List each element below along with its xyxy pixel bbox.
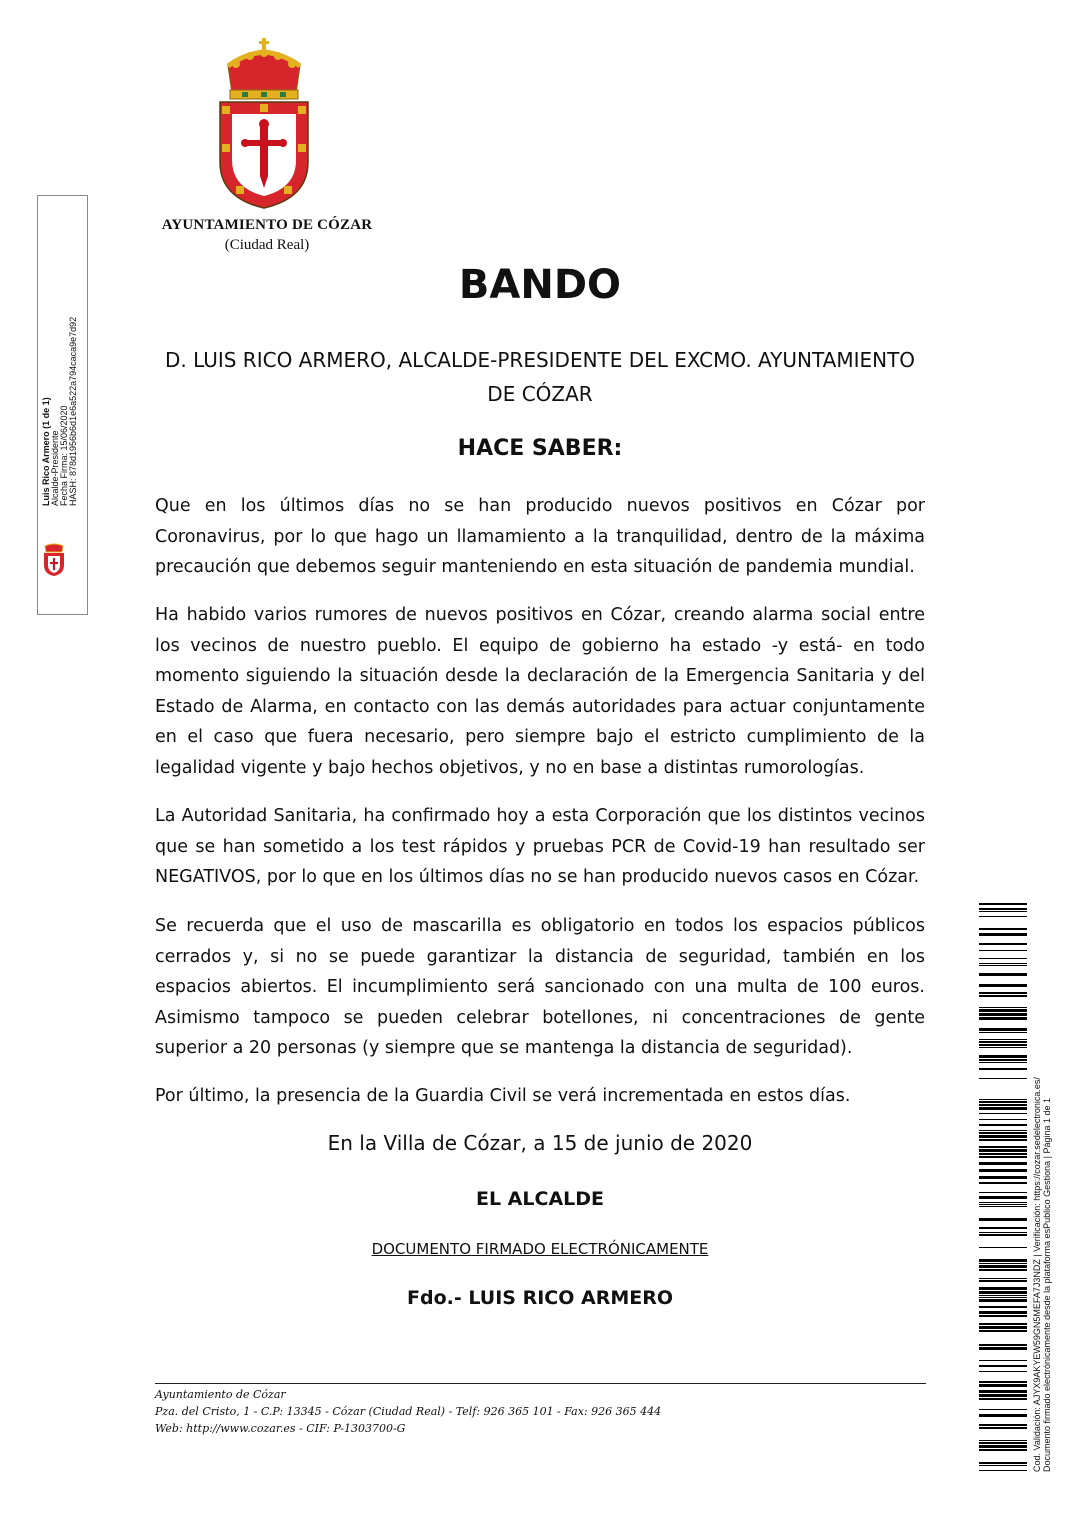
barcode-bar [979,1204,1027,1205]
barcode-bar [979,1330,1027,1332]
mini-crest-icon [42,543,66,577]
barcode-bar [979,916,1027,917]
barcode-bar [979,1424,1027,1426]
barcode-bar [979,1297,1027,1298]
barcode-bar [979,1162,1027,1165]
barcode-bar [979,1299,1027,1302]
barcode-bar [979,1028,1027,1031]
barcode-bar [979,1153,1027,1155]
barcode-bar [979,1462,1027,1464]
organization-province: (Ciudad Real) [224,237,310,253]
barcode-bar [979,1347,1027,1350]
barcode-bar [979,1259,1027,1262]
barcode-bar [979,1398,1027,1400]
barcode-bar [979,1009,1027,1012]
paragraph-1: Que en los últimos días no se han producido nuevos positivos en Cózar por Coronavirus, por lo que hago un llamamiento a la tranquilidad, dentro de la máxima precaución que debemos seguir manteniendo en esta situación de pandemia mundial. [155,496,925,577]
barcode-bar [979,933,1027,936]
barcode-bar [979,911,1027,912]
electronic-signature-note: DOCUMENTO FIRMADO ELECTRÓNICAMENTE [371,1240,709,1258]
intro-heading: D. LUIS RICO ARMERO, ALCALDE-PRESIDENTE DEL EXCMO. AYUNTAMIENTO DE CÓZAR [164,348,916,406]
footer-line-1: Ayuntamiento de Cózar [155,1388,286,1401]
barcode-bar [979,1107,1027,1110]
barcode-bar [979,1414,1027,1417]
barcode-bar [979,1232,1027,1233]
barcode-bar [979,1326,1027,1329]
barcode-bar [979,1130,1027,1131]
barcode-bar [979,1295,1027,1296]
barcode-bar [979,1234,1027,1236]
barcode-bar [979,928,1027,930]
barcode-bar [979,1146,1027,1148]
barcode-bar [979,1218,1027,1221]
barcode-bar [979,1278,1027,1279]
signature-name: Fdo.- LUIS RICO ARMERO [407,1287,673,1309]
organization-name: AYUNTAMIENTO DE CÓZAR [161,217,373,233]
footer-divider [155,1383,926,1384]
barcode-bar [979,950,1027,951]
barcode-bar [979,1101,1027,1103]
barcode-bar [979,943,1027,945]
barcode-bar [979,1384,1027,1387]
barcode-bar [979,1176,1027,1179]
signature-stamp-text [38,276,88,506]
barcode-bar [979,1062,1027,1063]
barcode-bar [979,1132,1027,1134]
barcode-bar [979,1099,1027,1100]
barcode-bar [979,1068,1027,1070]
barcode-bar [979,973,1027,976]
coat-of-arms-icon [214,36,314,212]
place-date: En la Villa de Cózar, a 15 de junio de 2020 [327,1131,753,1155]
barcode-bar [979,1227,1027,1229]
barcode-bar [979,1135,1027,1138]
barcode-bar [979,1291,1027,1294]
barcode-bar [979,1465,1027,1466]
footer [155,1386,926,1437]
barcode-bar [979,1113,1027,1114]
stamp-role: Alcalde-Presidente [50,430,60,506]
barcode-bar [979,965,1027,966]
barcode-bar [979,1263,1027,1264]
stamp-hash: HASH: 878d1956b6d1e6a522a794caca9e7d92 [68,316,78,506]
barcode-bar [979,984,1027,987]
validation-line-1: Cod. Validación: AJYX9AKYEW59GN5MEFA7J3NDZ | Verificación: https://cozar.sedelectronica.es/ [1032,1077,1042,1472]
document-title: BANDO [458,262,622,308]
barcode-bar [979,1119,1027,1120]
barcode-bar [979,1007,1027,1008]
barcode-bar [979,1344,1027,1346]
paragraph-3: La Autoridad Sanitaria, ha confirmado hoy a esta Corporación que los distintos vecinos que se han sometido a los test rápidos y pruebas PCR de Covid-19 han resultado ser NEGATIVOS, por lo que en los últimos días no se han producido nuevos casos en Cózar. [155,806,925,887]
barcode-bar [979,1449,1027,1451]
barcode-bar [979,1149,1027,1152]
barcode-bar [979,1104,1027,1106]
barcode-bar [979,1059,1027,1061]
barcode-bar [979,1390,1027,1393]
barcode-bar [979,1124,1027,1126]
barcode-bar [979,1013,1027,1016]
barcode-bar [979,1055,1027,1058]
barcode-bar [979,1041,1027,1043]
barcode-bar [979,1315,1027,1317]
barcode-bar [979,1202,1027,1203]
barcode-bar [979,1371,1027,1372]
signer-title: EL ALCALDE [475,1188,605,1210]
barcode-bar [979,1360,1027,1361]
barcode-bar [979,1139,1027,1141]
barcode-bar [979,958,1027,959]
barcode-bar [979,903,1027,905]
barcode-bar [979,1365,1027,1367]
barcode-bar [979,1381,1027,1383]
barcode-bar [979,995,1027,997]
barcode-bar [979,1440,1027,1441]
barcode-bar [979,1017,1027,1020]
barcode-bar [979,1078,1027,1079]
barcode-bar [979,1265,1027,1268]
barcode-bar [979,1287,1027,1290]
barcode-bar [979,1445,1027,1448]
barcode-bar [979,1169,1027,1172]
barcode-bar [979,1427,1027,1429]
paragraph-5: Por último, la presencia de la Guardia Civil se verá incrementada en estos días. [155,1086,851,1106]
barcode-bar [979,1269,1027,1271]
barcode-bar [979,1156,1027,1158]
barcode-icon [979,903,1027,1471]
paragraph-2: Ha habido varios rumores de nuevos positivos en Cózar, creando alarma social entre los vecinos de nuestro pueblo. El equipo de gobierno ha estado -y está- en todo momento siguiendo la situación desde la declaración de la Emergencia Sanitaria y del Estado de Alarma, en contacto con las demás autoridades para actuar conjuntamente en el caso que fuera necesario, pero siempre bajo el estricto cumplimiento de la legalidad vigente y bajo hechos objetivos, y no en base a distintas rumorologías. [155,605,925,778]
barcode-bar [979,1470,1027,1471]
hace-saber-heading: HACE SABER: [457,436,623,461]
stamp-date: Fecha Firma: 15/06/2020 [59,405,69,506]
barcode-bar [979,1044,1027,1046]
barcode-bar [979,1039,1027,1040]
footer-line-2: Pza. del Cristo, 1 - C.P: 13345 - Cózar (Ciudad Real) - Telf: 926 365 101 - Fax: 926 365 444 [155,1405,662,1418]
barcode-bar [979,1196,1027,1199]
barcode-bar [979,1280,1027,1282]
barcode-bar [979,1047,1027,1048]
validation-line-2: Documento firmado electrónicamente desde la plataforma esPublico Gestiona | Página 1 de 1 [1042,1097,1052,1472]
barcode-bar [979,963,1027,964]
barcode-bar [979,1306,1027,1308]
barcode-bar [979,992,1027,994]
barcode-bar [979,1032,1027,1033]
barcode-bar [979,1247,1027,1248]
validation-text [1032,1077,1062,1482]
barcode-bar [979,1394,1027,1397]
barcode-bar [979,908,1027,910]
paragraph-4: Se recuerda que el uso de mascarilla es obligatorio en todos los espacios públicos cerrados y, si no se puede garantizar la distancia de seguridad, también en los espacios abiertos. El incumplimiento será sancionado con una multa de 100 euros. Asimismo tampoco se pueden celebrar botellones, ni concentraciones de gente superior a 20 personas (y siempre que se mantenga la distancia de seguridad). [155,916,925,1058]
barcode-bar [979,1323,1027,1325]
barcode-bar [979,1442,1027,1444]
barcode-bar [979,1409,1027,1410]
barcode-bar [979,1311,1027,1314]
footer-line-3: Web: http://www.cozar.es - CIF: P-1303700-G [155,1422,406,1435]
barcode-bar [979,1182,1027,1184]
stamp-name: Luis Rico Armero (1 de 1) [41,397,51,506]
barcode-bar [979,1192,1027,1193]
barcode-bar [979,1206,1027,1207]
